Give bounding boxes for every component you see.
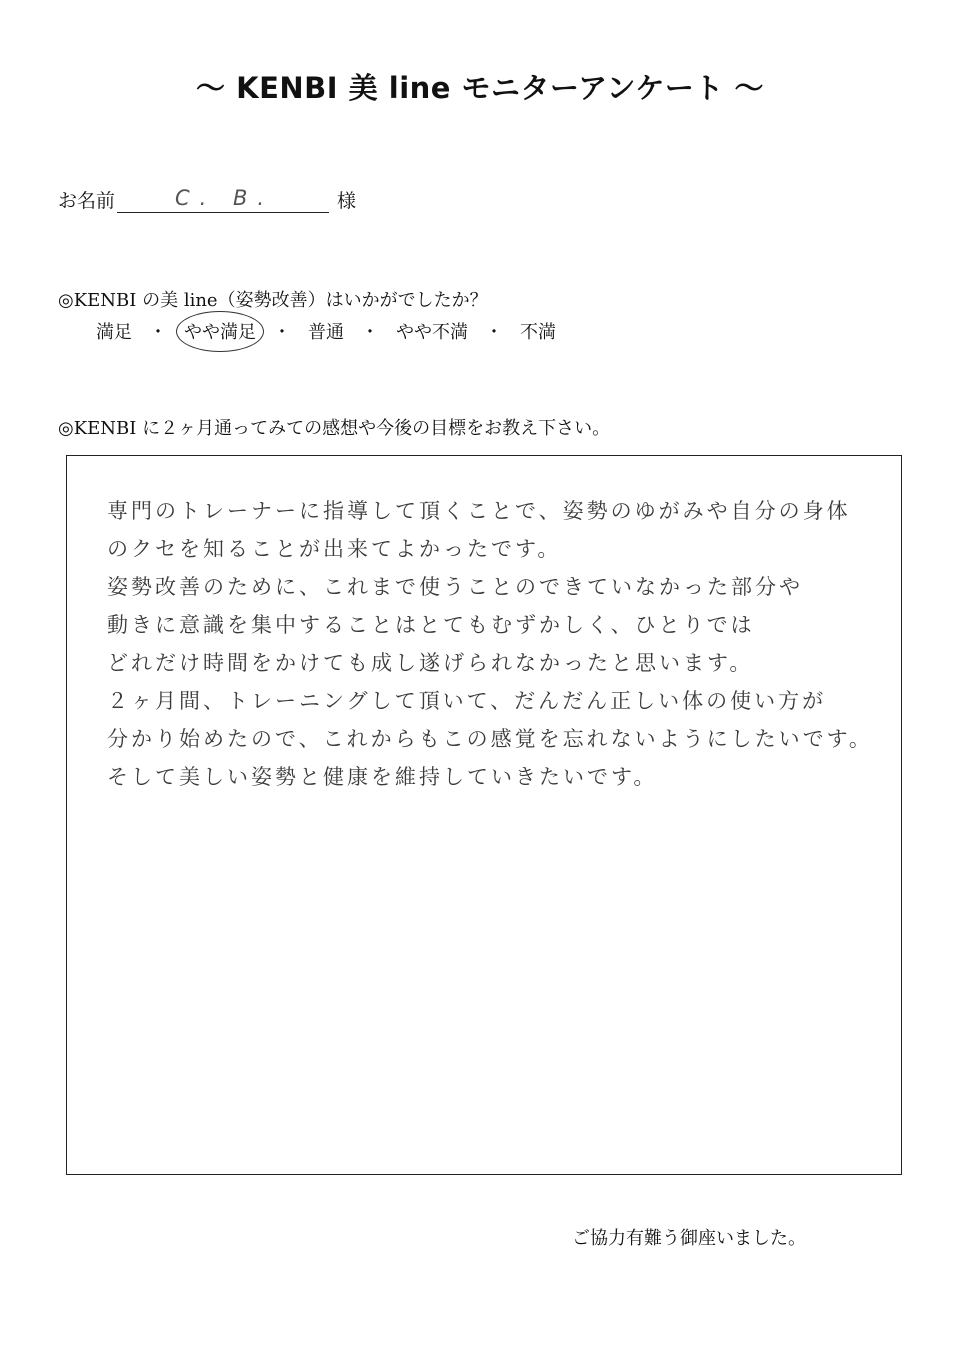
question-2: ◎KENBI に２ヶ月通ってみての感想や今後の目標をお教え下さい。 (58, 418, 611, 439)
option-separator: ・ (361, 322, 379, 343)
option-somewhat-satisfied[interactable]: やや満足 (184, 318, 256, 344)
thank-you-note: ご協力有難う御座いました。 (572, 1228, 806, 1249)
option-average[interactable]: 普通 (308, 322, 344, 343)
answer-line: 動きに意識を集中することはとてもむずかしく、ひとりでは (107, 613, 755, 637)
option-dissatisfied[interactable]: 不満 (520, 322, 556, 343)
name-field (58, 186, 356, 213)
name-value: C. B. (175, 186, 275, 210)
answer-box (66, 455, 902, 1175)
answer-line: ２ヶ月間、トレーニングして頂いて、だんだん正しい体の使い方が (107, 689, 827, 713)
option-separator: ・ (485, 322, 503, 343)
page-title: 〜 KENBI 美 line モニターアンケート 〜 (196, 71, 764, 105)
option-separator: ・ (273, 322, 291, 343)
satisfaction-options (96, 318, 556, 344)
option-somewhat-dissatisfied[interactable]: やや不満 (396, 322, 468, 343)
answer-line: のクセを知ることが出来てよかったです。 (107, 537, 562, 561)
name-suffix: 様 (337, 190, 357, 212)
name-label: お名前 (58, 190, 116, 212)
question-1: ◎KENBI の美 line（姿勢改善）はいかがでしたか？ (58, 290, 488, 311)
handwritten-answer (107, 492, 887, 796)
answer-line: そして美しい姿勢と健康を維持していきたいです。 (107, 765, 658, 789)
option-satisfied[interactable]: 満足 (96, 322, 132, 343)
answer-line: 分かり始めたので、これからもこの感覚を忘れないようにしたいです。 (107, 727, 873, 751)
answer-line: どれだけ時間をかけても成し遂げられなかったと思います。 (107, 651, 754, 675)
option-separator: ・ (149, 322, 167, 343)
name-underline (117, 186, 329, 213)
answer-line: 姿勢改善のために、これまで使うことのできていなかった部分や (107, 575, 803, 599)
answer-line: 専門のトレーナーに指導して頂くことで、姿勢のゆがみや自分の身体 (107, 499, 851, 523)
